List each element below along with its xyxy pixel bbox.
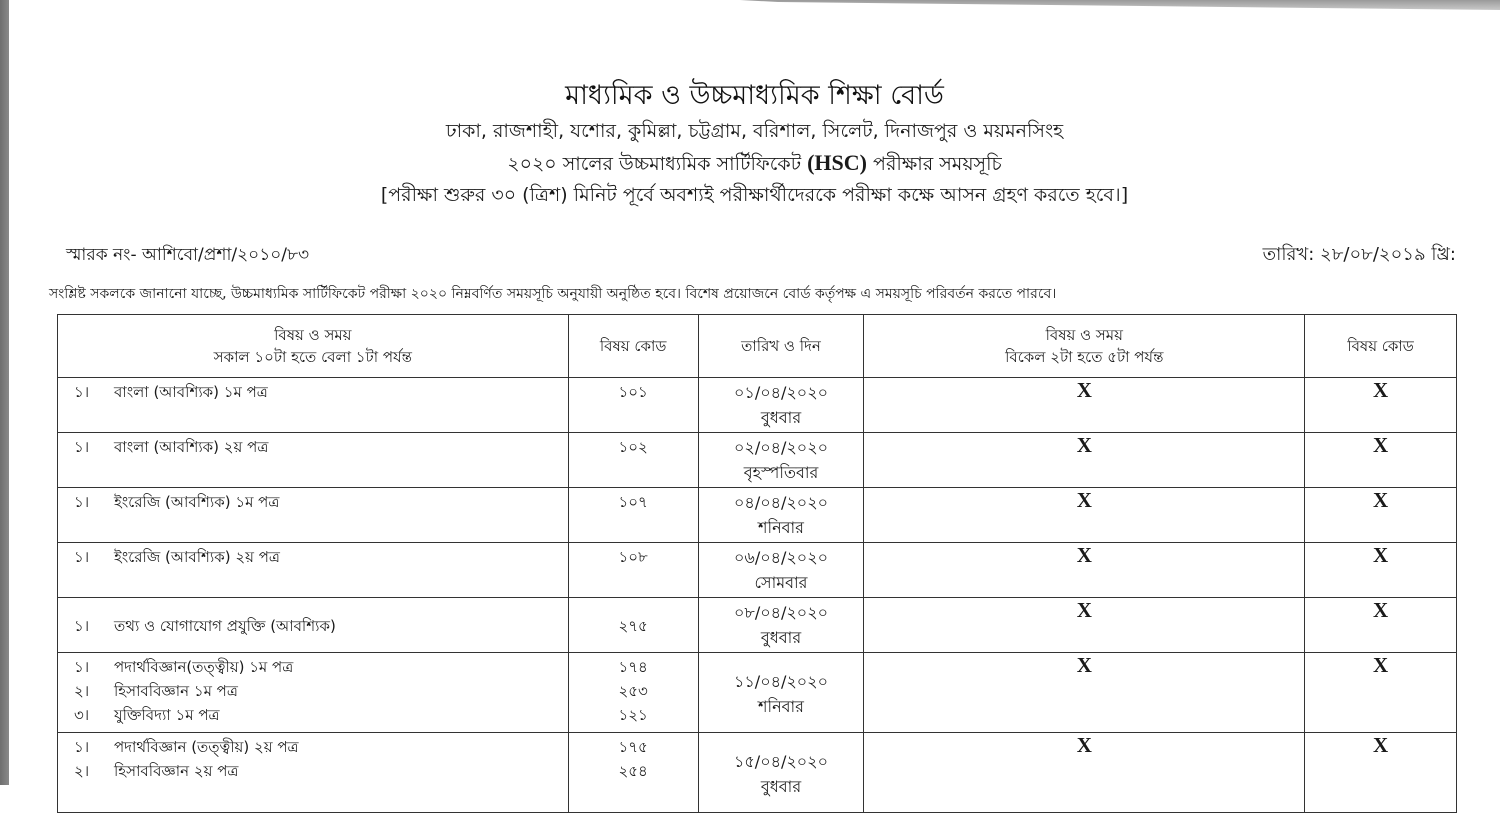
table-header-row: [58, 315, 1457, 378]
am-subject-cell: ১। বাংলা (আবশ্যিক) ১ম পত্র: [58, 378, 569, 433]
subject-name: পদার্থবিজ্ঞান(তত্ত্বীয়) ১ম পত্র: [114, 658, 294, 676]
table-row: [58, 378, 1457, 433]
am-code-cell: ২৭৫: [568, 598, 698, 653]
header-pm-subject: বিষয় ও সময় বিকেল ২টা হতে ৫টা পর্যন্ত: [864, 315, 1305, 378]
header-date-day: তারিখ ও দিন: [698, 315, 864, 378]
pm-subject-cell: X: [864, 488, 1305, 543]
am-subject-cell: ১। বাংলা (আবশ্যিক) ২য় পত্র: [58, 433, 569, 488]
header-pm-code: বিষয় কোড: [1305, 315, 1457, 378]
pm-subject-cell: X: [864, 378, 1305, 433]
subject-name: বাংলা (আবশ্যিক) ২য় পত্র: [114, 438, 269, 456]
document-page: [9, 0, 1500, 796]
pm-code-cell: X: [1305, 543, 1457, 598]
am-code-cell: ১৭৪ ২৫৩ ১২১: [568, 653, 698, 733]
date-cell: ০২/০৪/২০২০ বৃহস্পতিবার: [698, 433, 864, 488]
am-subject-cell: ১। পদার্থবিজ্ঞান (তত্ত্বীয়) ২য় পত্র ২। হিসাববিজ্ঞান ২য় পত্র: [58, 733, 569, 813]
subject-name: যুক্তিবিদ্যা ১ম পত্র: [114, 706, 220, 724]
arrival-note: [পরীক্ষা শুরুর ৩০ (ত্রিশ) মিনিট পূর্বে অবশ্যই পরীক্ষার্থীদেরকে পরীক্ষা কক্ষে আসন গ্রহণ করতে হবে।]: [380, 184, 1129, 206]
am-subject-cell: ১। ইংরেজি (আবশ্যিক) ২য় পত্র: [58, 543, 569, 598]
table-row: [58, 433, 1457, 488]
pm-code-cell: X: [1305, 733, 1457, 813]
table-row: [58, 488, 1457, 543]
am-code-cell: ১০১: [568, 378, 698, 433]
date-cell: ০১/০৪/২০২০ বুধবার: [698, 378, 864, 433]
date-cell: ০৪/০৪/২০২০ শনিবার: [698, 488, 864, 543]
pm-subject-cell: X: [864, 433, 1305, 488]
scan-left-edge: [0, 0, 9, 785]
pm-subject-cell: X: [864, 543, 1305, 598]
am-code-cell: ১০২: [568, 433, 698, 488]
subject-name: হিসাববিজ্ঞান ১ম পত্র: [114, 682, 238, 700]
memo-date: তারিখ: ২৮/০৮/২০১৯ খ্রি:: [1262, 244, 1456, 265]
table-row: [58, 733, 1457, 813]
header-am-subject: বিষয় ও সময় সকাল ১০টা হতে বেলা ১টা পর্যন্ত: [58, 315, 569, 378]
header-am-code: বিষয় কোড: [568, 315, 698, 378]
subject-name: ইংরেজি (আবশ্যিক) ১ম পত্র: [114, 493, 280, 511]
exam-title-suffix: পরীক্ষার সময়সূচি: [873, 153, 1002, 175]
subject-name: হিসাববিজ্ঞান ২য় পত্র: [114, 762, 239, 780]
subject-name: তথ্য ও যোগাযোগ প্রযুক্তি (আবশ্যিক): [114, 617, 336, 635]
table-row: [58, 653, 1457, 733]
board-list: ঢাকা, রাজশাহী, যশোর, কুমিল্লা, চট্টগ্রাম, বরিশাল, সিলেট, দিনাজপুর ও ময়মনসিংহ: [445, 120, 1064, 142]
exam-title-abbr: (HSC): [807, 150, 867, 175]
exam-title: [9, 148, 1500, 179]
pm-subject-cell: X: [864, 733, 1305, 813]
pm-code-cell: X: [1305, 433, 1457, 488]
subject-name: পদার্থবিজ্ঞান (তত্ত্বীয়) ২য় পত্র: [114, 738, 299, 756]
date-cell: ০৬/০৪/২০২০ সোমবার: [698, 543, 864, 598]
table-row: [58, 543, 1457, 598]
pm-code-cell: X: [1305, 598, 1457, 653]
am-code-cell: ১০৭: [568, 488, 698, 543]
pm-code-cell: X: [1305, 378, 1457, 433]
am-subject-cell: ১। ইংরেজি (আবশ্যিক) ১ম পত্র: [58, 488, 569, 543]
pm-code-cell: X: [1305, 488, 1457, 543]
am-code-cell: ১০৮: [568, 543, 698, 598]
date-cell: ০৮/০৪/২০২০ বুধবার: [698, 598, 864, 653]
memo-reference: স্মারক নং- আশিবো/প্রশা/২০১০/৮৩: [66, 245, 310, 265]
board-title: মাধ্যমিক ও উচ্চমাধ্যমিক শিক্ষা বোর্ড: [565, 80, 944, 111]
subject-name: বাংলা (আবশ্যিক) ১ম পত্র: [114, 383, 268, 401]
am-subject-cell: ১। তথ্য ও যোগাযোগ প্রযুক্তি (আবশ্যিক): [58, 598, 569, 653]
document-header: [9, 78, 1500, 211]
notice-text: সংশ্লিষ্ট সকলকে জানানো যাচ্ছে, উচ্চমাধ্যমিক সার্টিফিকেট পরীক্ষা ২০২০ নিম্নবর্ণিত সময়সূচি অনুযায়ী অনুষ্ঠিত হবে। বিশেষ প্রয়োজনে বোর্ড কর্তৃপক্ষ এ সময়সূচি পরিবর্তন করতে পারবে।: [49, 286, 1057, 302]
exam-schedule-table: [57, 314, 1457, 813]
subject-name: ইংরেজি (আবশ্যিক) ২য় পত্র: [114, 548, 280, 566]
date-cell: ১১/০৪/২০২০ শনিবার: [698, 653, 864, 733]
am-subject-cell: ১। পদার্থবিজ্ঞান(তত্ত্বীয়) ১ম পত্র ২। হিসাববিজ্ঞান ১ম পত্র ৩। যুক্তিবিদ্যা ১ম পত্র: [58, 653, 569, 733]
pm-subject-cell: X: [864, 653, 1305, 733]
pm-subject-cell: X: [864, 598, 1305, 653]
exam-title-prefix: ২০২০ সালের উচ্চমাধ্যমিক সার্টিফিকেট: [507, 153, 802, 175]
pm-code-cell: X: [1305, 653, 1457, 733]
memo-row: [66, 230, 1456, 271]
am-code-cell: ১৭৫ ২৫৪: [568, 733, 698, 813]
table-row: [58, 598, 1457, 653]
date-cell: ১৫/০৪/২০২০ বুধবার: [698, 733, 864, 813]
